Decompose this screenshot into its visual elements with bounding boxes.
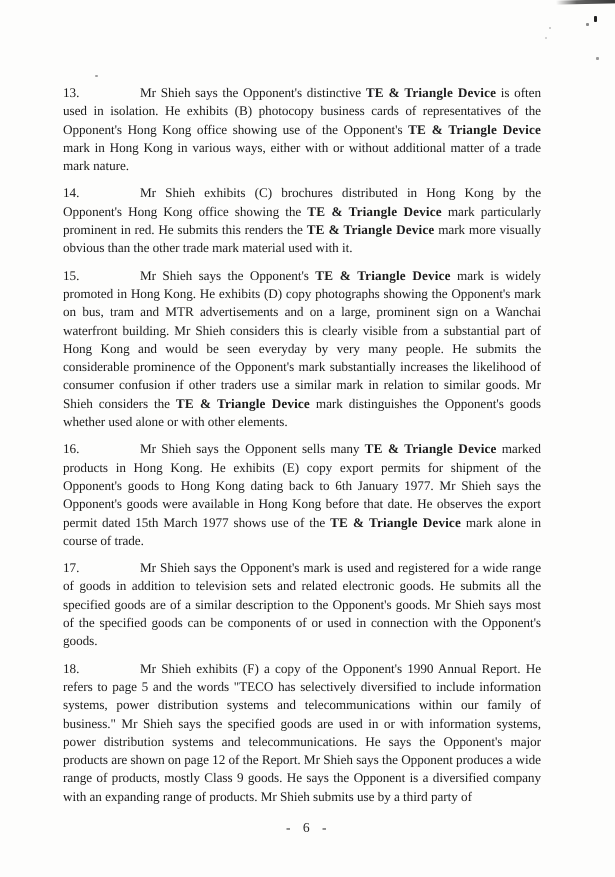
document-body: [63, 84, 541, 815]
scan-speck-artifact: [586, 23, 589, 26]
trademark-name-bold: TE & Triangle Device: [365, 85, 497, 100]
page-number: - 6 -: [286, 820, 329, 835]
trademark-name-bold: TE & Triangle Device: [175, 395, 310, 411]
paragraph-text: mark particularly prominent in red. He submits this renders the: [63, 203, 541, 238]
paragraph-text: marked products in Hong Kong. He exhibits (E) copy export permits for shipment of the Opponent's goods to Hong Kong dating back to 6th January 1977. Mr Shieh says the Opponent's goods were available in Hong Kong before that date. He observes the export permit dated 15th March 1977 shows use of the: [63, 441, 541, 530]
trademark-name-bold: TE & Triangle Device: [364, 441, 497, 457]
paragraph-text: Mr Shieh exhibits (F) a copy of the Opponent's 1990 Annual Report. He refers to page 5 and the words "TECO has selectively diversified to include information systems, power distribution systems and telecommunications within our family of business." Mr Shieh says the specified goods are used in or with information systems, power distribution systems and telecommunications. He says the Opponent's major products are shown on page 12 of the Report. Mr Shieh says the Opponent produces a wide range of products, mostly Class 9 goods. He says the Opponent is a diversified company with an expanding range of products. Mr Shieh submits use by a third party of: [63, 660, 541, 804]
paragraph-text: Mr Shieh says the Opponent sells many: [140, 441, 365, 457]
paragraph-text: Mr Shieh says the Opponent's distinctive: [140, 85, 366, 100]
paragraph: [63, 267, 541, 432]
trademark-name-bold: TE & Triangle Device: [307, 203, 442, 219]
scan-streak-artifact: [556, 0, 615, 5]
paragraph: [63, 440, 541, 550]
paragraph: [63, 559, 541, 650]
scan-speck-artifact: [596, 57, 599, 60]
paragraph: [63, 184, 541, 257]
paragraph: [63, 84, 541, 175]
scan-speck-artifact: [95, 75, 98, 77]
paragraph: [63, 660, 541, 806]
paragraph-text: mark alone in course of trade.: [63, 514, 541, 548]
scan-speck-artifact: [545, 37, 547, 39]
trademark-name-bold: TE & Triangle Device: [315, 267, 451, 283]
trademark-name-bold: TE & Triangle Device: [306, 222, 435, 238]
paragraph-text: Mr Shieh says the Opponent's: [140, 267, 316, 283]
paragraph-number: 16.: [63, 441, 80, 457]
paragraph-number: 15.: [63, 267, 80, 283]
paragraph-text: mark in Hong Kong in various ways, either with or without additional matter of a trade mark nature.: [63, 139, 541, 174]
paragraph-text: Mr Shieh exhibits (C) brochures distributed in Hong Kong by the Opponent's Hong Kong office showing the: [63, 185, 541, 219]
trademark-name-bold: TE & Triangle Device: [408, 121, 541, 137]
paragraph-text: mark distinguishes the Opponent's goods whether used alone or with other elements.: [63, 395, 541, 430]
paragraph-text: mark more visually obvious than the other trade mark material used with it.: [63, 222, 541, 256]
scan-speck-artifact: [594, 16, 597, 22]
paragraph-text: Mr Shieh says the Opponent's mark is used and registered for a wide range of goods in addition to television sets and related electronic goods. He submits all the specified goods are of a similar description to the Opponent's goods. Mr Shieh says most of the specified goods can be components of or used in connection with the Opponent's goods.: [63, 560, 541, 649]
paragraph-number: 13.: [63, 85, 80, 100]
paragraph-number: 17.: [63, 560, 80, 576]
paragraph-text: is often used in isolation. He exhibits (B) photocopy business cards of representatives of the Opponent's Hong Kong office showing use of the Opponent's: [63, 85, 541, 137]
paragraph-text: mark is widely promoted in Hong Kong. He exhibits (D) copy photographs showing the Opponent's mark on bus, tram and MTR advertisements and on a large, prominent sign on a Wanchai waterfront building. Mr Shieh considers this is clearly visible from a substantial part of Hong Kong and would be seen everyday by very many people. He submits the considerable prominence of the Opponent's mark substantially increases the likelihood of consumer confusion if other traders use a similar mark in relation to similar goods. Mr Shieh considers the: [63, 267, 541, 411]
scan-speck-artifact: [549, 27, 551, 29]
paragraph-number: 18.: [63, 660, 80, 676]
trademark-name-bold: TE & Triangle Device: [330, 514, 461, 530]
paragraph-number: 14.: [63, 185, 80, 201]
